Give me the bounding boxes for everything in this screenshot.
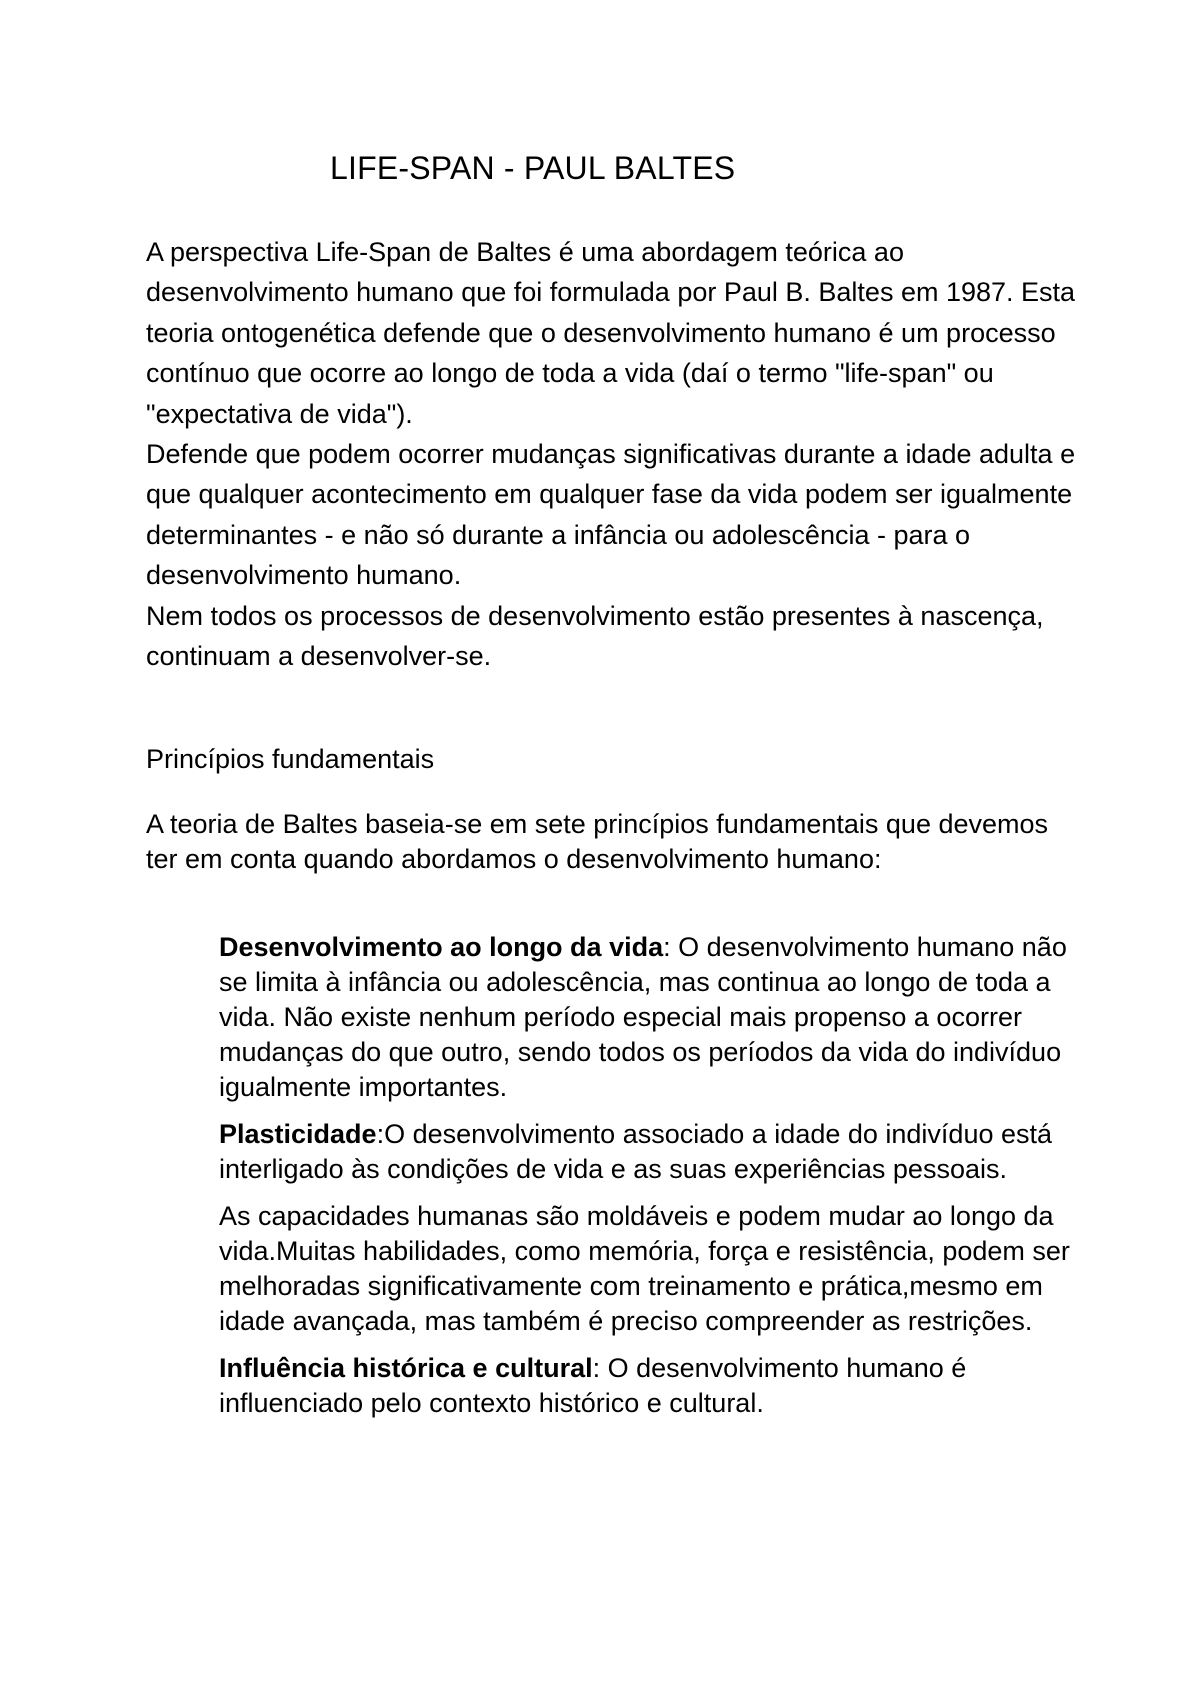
principle-text: : O desenvolvimento humano não se limita à infância ou adolescência, mas continua ao longo de toda a vida. Não existe nenhum período especial mais propenso a ocorrer mudanças do que outro, sendo todos os períodos da vida do indivíduo igualmente importantes. bbox=[219, 932, 1067, 1102]
section-intro-paragraph: A teoria de Baltes baseia-se em sete princípios fundamentais que devemos ter em conta quando abordamos o desenvolvimento humano: bbox=[146, 809, 1049, 874]
principle-term: Influência histórica e cultural bbox=[219, 1353, 593, 1383]
principle-text: : O desenvolvimento humano é influenciado pelo contexto histórico e cultural. bbox=[219, 1353, 967, 1418]
document-title: LIFE-SPAN - PAUL BALTES bbox=[330, 150, 736, 186]
principle-item bbox=[219, 1117, 1079, 1187]
intro-paragraph: A perspectiva Life-Span de Baltes é uma abordagem teórica ao desenvolvimento humano que foi formulada por Paul B. Baltes em 1987. Esta teoria ontogenética defende que o desenvolvimento humano é um processo contínuo que ocorre ao longo de toda a vida (daí o termo "life-span" ou "expectativa de vida"). bbox=[146, 237, 1076, 429]
principle-item bbox=[219, 930, 1079, 1105]
principle-item bbox=[219, 1351, 1079, 1421]
principle-term: Desenvolvimento ao longo da vida bbox=[219, 932, 664, 962]
intro-paragraph: Defende que podem ocorrer mudanças significativas durante a idade adulta e que qualquer acontecimento em qualquer fase da vida podem ser igualmente determinantes - e não só durante a infância ou adolescência - para o desenvolvimento humano. bbox=[146, 439, 1076, 591]
principles-list bbox=[219, 930, 1079, 1433]
intro-section bbox=[146, 232, 1076, 676]
principle-text: As capacidades humanas são moldáveis e podem mudar ao longo da vida.Muitas habilidades, como memória, força e resistência, podem ser melhoradas significativamente com treinamento e prática,mesmo em idade avançada, mas também é preciso compreender as restrições. bbox=[219, 1201, 1070, 1336]
principle-item bbox=[219, 1199, 1079, 1339]
principle-term: Plasticidade bbox=[219, 1119, 377, 1149]
intro-paragraph: Nem todos os processos de desenvolvimento estão presentes à nascença, continuam a desenvolver-se. bbox=[146, 600, 1044, 672]
principle-text: :O desenvolvimento associado a idade do indivíduo está interligado às condições de vida e as suas experiências pessoais. bbox=[219, 1119, 1053, 1184]
section-heading: Princípios fundamentais bbox=[146, 744, 435, 774]
